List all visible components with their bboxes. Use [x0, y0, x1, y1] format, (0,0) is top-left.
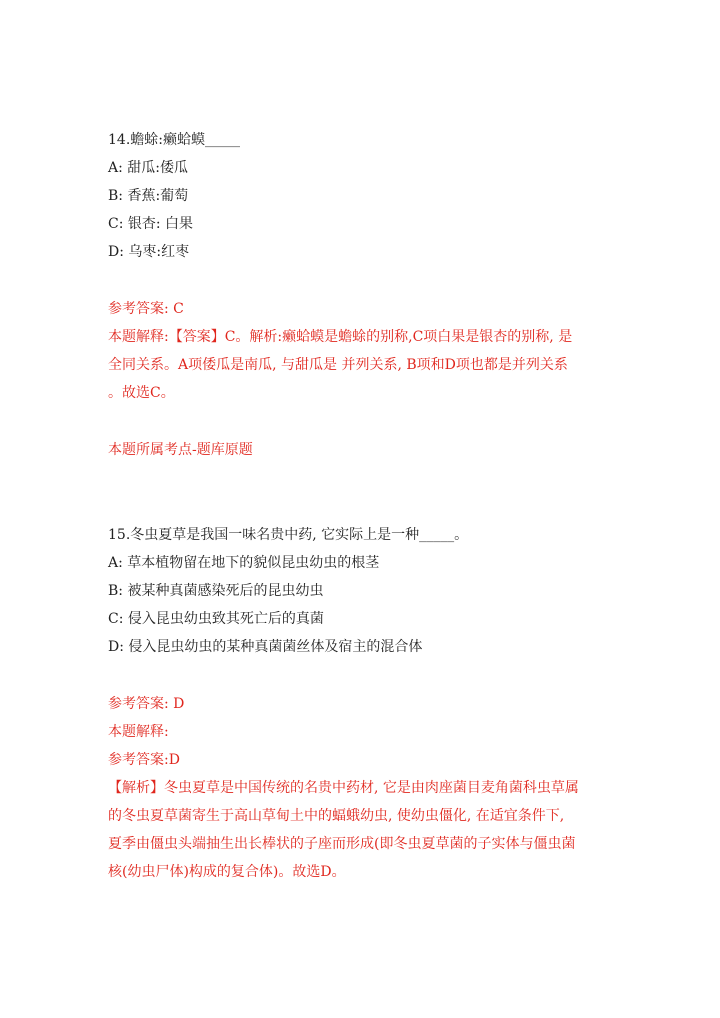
question-14-option-b: B: 香蕉:葡萄: [108, 188, 189, 204]
question-14-explanation-line-3: 。故选C。: [108, 385, 175, 401]
question-14-stem: 14.蟾蜍:癞蛤蟆_____: [108, 132, 240, 148]
question-15-explanation-label: 本题解释:: [108, 724, 169, 740]
question-14-explanation-line-2: 全同关系。A项倭瓜是南瓜, 与甜瓜是 并列关系, B项和D项也都是并列关系: [108, 357, 568, 373]
question-15-explanation-line-3: 夏季由僵虫头端抽生出长棒状的子座而形成(即冬虫夏草菌的子实体与僵虫菌: [108, 836, 576, 852]
question-15-option-c: C: 侵入昆虫幼虫致其死亡后的真菌: [108, 611, 324, 627]
question-14-option-c: C: 银杏: 白果: [108, 216, 194, 232]
question-14-explanation-line-1: 本题解释:【答案】C。解析:癞蛤蟆是蟾蜍的别称,C项白果是银杏的别称, 是: [108, 329, 573, 345]
question-15-option-b: B: 被某种真菌感染死后的昆虫幼虫: [108, 583, 324, 599]
question-15-answer: 参考答案: D: [108, 696, 185, 712]
question-15-answer-repeat: 参考答案:D: [108, 752, 180, 768]
question-15-explanation-line-2: 的冬虫夏草菌寄生于高山草甸土中的蝠蛾幼虫, 使幼虫僵化, 在适宜条件下,: [108, 808, 565, 824]
question-15-option-d: D: 侵入昆虫幼虫的某种真菌菌丝体及宿主的混合体: [108, 639, 423, 655]
question-15-option-a: A: 草本植物留在地下的貌似昆虫幼虫的根茎: [108, 555, 380, 571]
question-14-answer: 参考答案: C: [108, 301, 184, 317]
question-15-explanation-line-1: 【解析】冬虫夏草是中国传统的名贵中药材, 它是由肉座菌目麦角菌科虫草属: [108, 780, 579, 796]
question-14-option-a: A: 甜瓜:倭瓜: [108, 160, 188, 176]
question-15-explanation-line-4: 核(幼虫尸体)构成的复合体)。故选D。: [108, 864, 346, 880]
question-14-option-d: D: 乌枣:红枣: [108, 244, 190, 260]
question-15-stem: 15.冬虫夏草是我国一味名贵中药, 它实际上是一种_____。: [108, 527, 469, 543]
question-14-source: 本题所属考点-题库原题: [108, 442, 253, 458]
